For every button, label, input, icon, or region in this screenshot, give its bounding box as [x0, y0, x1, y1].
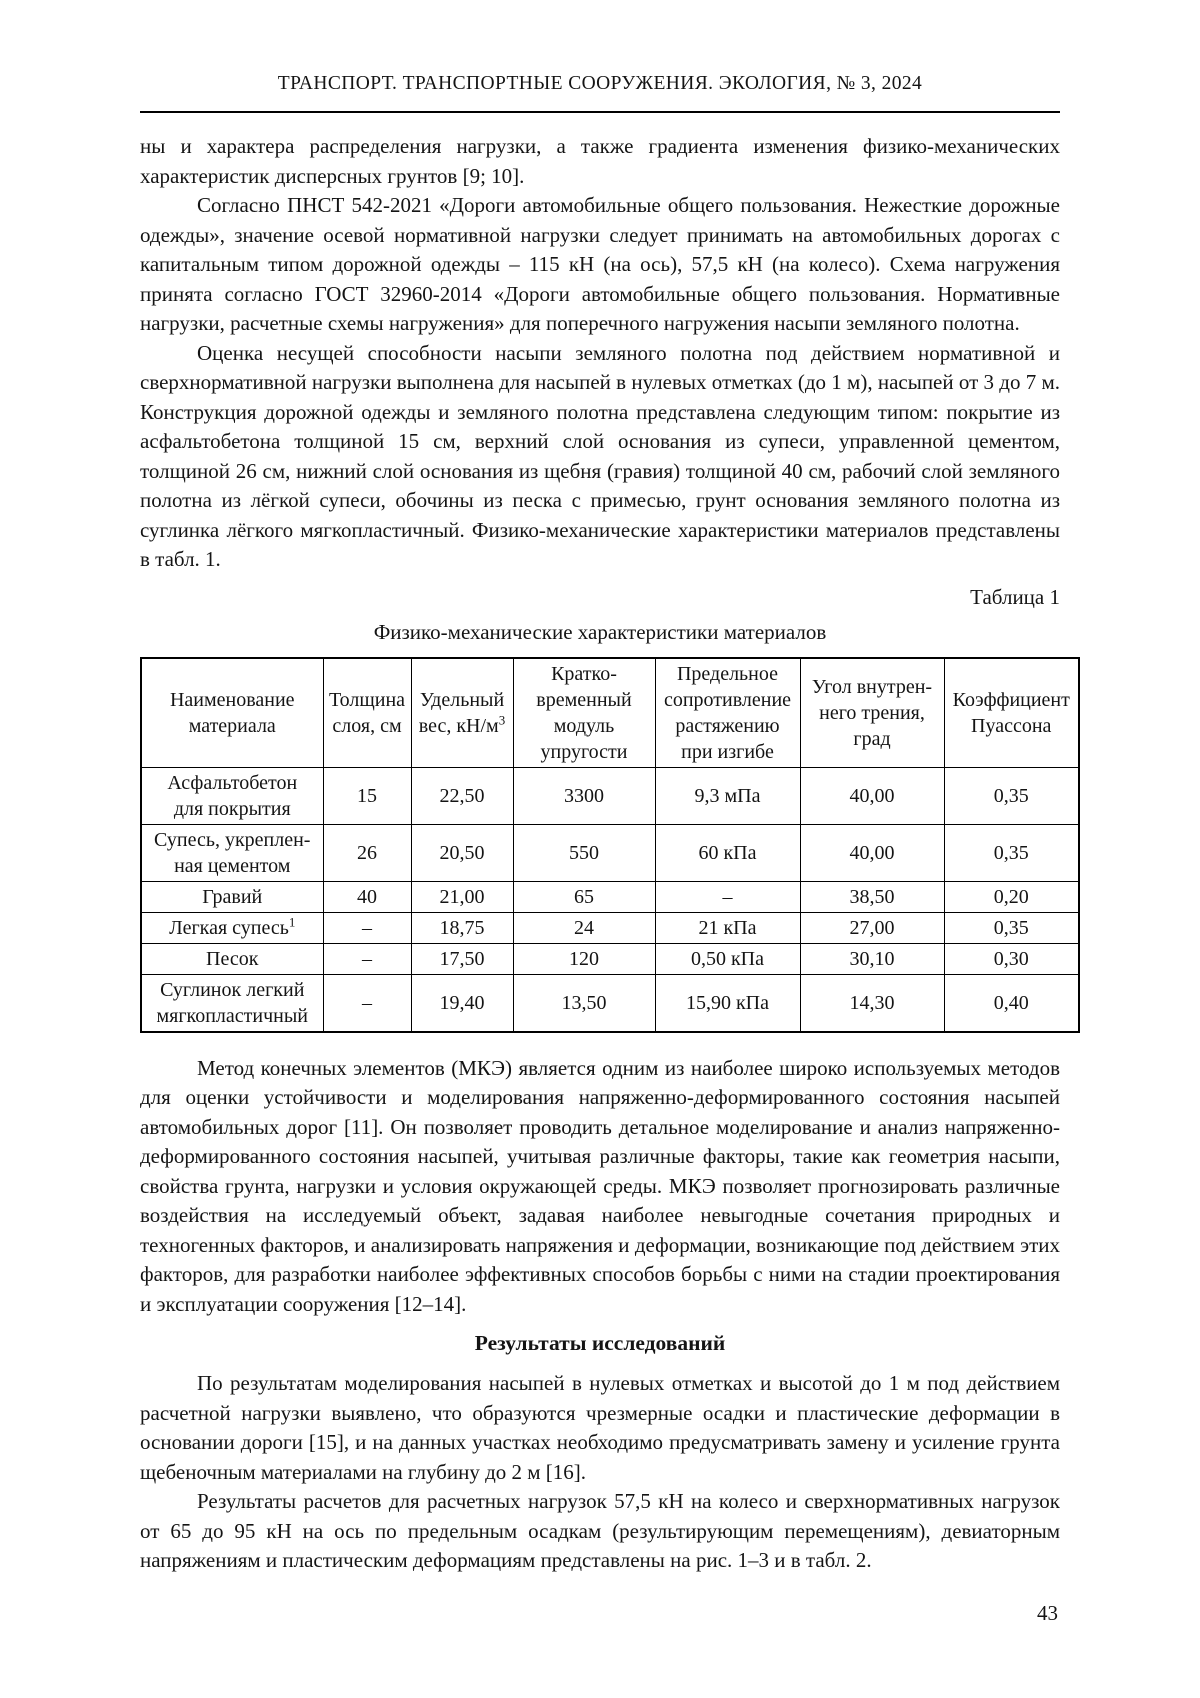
cell-poisson: 0,35: [944, 912, 1079, 943]
column-header-unit-weight: Удельный вес, $кН/м^3$: [411, 658, 513, 768]
cell-poisson: 0,40: [944, 974, 1079, 1032]
cell-poisson: 0,35: [944, 824, 1079, 881]
cell-poisson: 0,30: [944, 943, 1079, 974]
cell-unit-weight: 18,75: [411, 912, 513, 943]
cell-thickness: 15: [323, 767, 411, 824]
cell-friction: 30,10: [800, 943, 944, 974]
cell-tensile: 0,50 кПа: [655, 943, 800, 974]
cell-modulus: 3300: [513, 767, 655, 824]
cell-unit-weight: 17,50: [411, 943, 513, 974]
cell-tensile: 15,90 кПа: [655, 974, 800, 1032]
cell-friction: 40,00: [800, 824, 944, 881]
table-row-light-loam: [141, 912, 1079, 943]
page-content: [140, 72, 1070, 1576]
paragraph-fem: Метод конечных элементов (МКЭ) является одним из наиболее широко используемых методов для оценки устойчивости и моделирования напряженно-деформированного состояния насыпей автомобильных дорог [11]. Он позволяет проводить детальное моделирование и анализ напряженно-деформированного состояния насыпей, учитывая различные факторы, такие как геометрия насыпи, свойства грунта, нагрузки и условия окружающей среды. МКЭ позволяет прогнозировать различные воздействия на исследуемый объект, задавая наиболее невыгодные сочетания природных и техногенных факторов, и анализировать напряжения и деформации, возникающие под действием этих факторов, для разработки наиболее эффективных способов борьбы с ними на стадии проектирования и эксплуатации сооружения [12–14].: [140, 1055, 1060, 1316]
cell-tensile: 21 кПа: [655, 912, 800, 943]
cell-modulus: 120: [513, 943, 655, 974]
cell-tensile: 60 кПа: [655, 824, 800, 881]
body-text-after-table: [140, 1054, 1060, 1576]
cell-unit-weight: 21,00: [411, 881, 513, 912]
footnote-marker: 1: [288, 913, 296, 929]
column-header-thickness: Толщина слоя, см: [323, 658, 411, 768]
cell-thickness: –: [323, 912, 411, 943]
cell-tensile: 9,3 мПа: [655, 767, 800, 824]
cell-poisson: 0,20: [944, 881, 1079, 912]
section-heading-results: Результаты исследований: [474, 1331, 726, 1355]
cell-friction: 38,50: [800, 881, 944, 912]
table-row-clay-loam: [141, 974, 1079, 1032]
cell-material-name: Супесь, укреплен- ная цементом: [141, 824, 323, 881]
cell-thickness: 26: [323, 824, 411, 881]
cell-friction: 27,00: [800, 912, 944, 943]
paragraph-calculation-results: Результаты расчетов для расчетных нагрузок 57,5 кН на колесо и сверхнормативных нагрузок от 65 до 95 кН на ось по предельным осадкам (результирующим перемещениям), девиаторным напряжениям и пластическим деформациям представлены на рис. 1–3 и в табл. 2.: [140, 1489, 1060, 1572]
table-row-sand: [141, 943, 1079, 974]
cell-material-name: Асфальтобетон для покрытия: [141, 767, 323, 824]
cell-thickness: 40: [323, 881, 411, 912]
unit-superscript: 3: [498, 711, 506, 727]
cell-friction: 14,30: [800, 974, 944, 1032]
cell-unit-weight: 20,50: [411, 824, 513, 881]
column-header-material: Наименование материала: [141, 658, 323, 768]
cell-modulus: 24: [513, 912, 655, 943]
paragraph-bearing-capacity: Оценка несущей способности насыпи земляного полотна под действием нормативной и сверхнормативной нагрузки выполнена для насыпей в нулевых отметках (до 1 м), насыпей от 3 до 7 м. Конструкция дорожной одежды и земляного полотна представлена следующим типом: покрытие из асфальтобетона толщиной 15 см, верхний слой основания из супеси, управленной цементом, толщиной 26 см, нижний слой основания из щебня (гравия) толщиной 40 см, рабочий слой земляного полотна из лёгкой супеси, обочины из песка с примесью, грунт основания земляного полотна из суглинка лёгкого мягкопластичный. Физико-механические характеристики материалов представлены в табл. 1.: [140, 340, 1060, 571]
table-title: Физико-механические характеристики материалов: [373, 619, 827, 644]
materials-table: [140, 657, 1080, 1033]
cell-modulus: 65: [513, 881, 655, 912]
column-header-tensile-resistance: Предельное сопротивление растяжению при изгибе: [655, 658, 800, 768]
journal-header: [140, 72, 1060, 113]
cell-material-name: Легкая супесь$^1$: [141, 912, 323, 943]
paragraph-pnst: Согласно ПНСТ 542-2021 «Дороги автомобильные общего пользования. Нежесткие дорожные одежды», значение осевой нормативной нагрузки следует принимать на автомобильных дорогах с капитальным типом дорожной одежды – 115 кН (на ось), 57,5 кН (на колесо). Схема нагружения принята согласно ГОСТ 32960-2014 «Дороги автомобильные общего пользования. Нормативные нагрузки, расчетные схемы нагружения» для поперечного нагружения насыпи земляного полотна.: [140, 193, 1060, 335]
cell-thickness: –: [323, 974, 411, 1032]
column-header-poisson: Коэффициент Пуассона: [944, 658, 1079, 768]
journal-title: ТРАНСПОРТ. ТРАНСПОРТНЫЕ СООРУЖЕНИЯ. ЭКОЛОГИЯ, № 3, 2024: [277, 73, 923, 94]
cell-tensile: –: [655, 881, 800, 912]
paragraph-continuation: ны и характера распределения нагрузки, а также градиента изменения физико-механических характеристик дисперсных грунтов [9; 10].: [140, 134, 1060, 188]
cell-unit-weight: 19,40: [411, 974, 513, 1032]
cell-material-name: Гравий: [141, 881, 323, 912]
paragraph-modeling-results: По результатам моделирования насыпей в нулевых отметках и высотой до 1 м под действием расчетной нагрузки выявлено, что образуются чрезмерные осадки и пластические деформации в основании дороги [15], и на данных участках необходимо предусматривать замену и усиление грунта щебеночным материалами на глубину до 2 м [16].: [140, 1371, 1060, 1484]
cell-modulus: 550: [513, 824, 655, 881]
column-header-friction-angle: Угол внутрен- него трения, град: [800, 658, 944, 768]
table-row-cemented-loam: [141, 824, 1079, 881]
body-text: [140, 132, 1060, 575]
table-caption: Таблица 1: [970, 584, 1060, 609]
cell-poisson: 0,35: [944, 767, 1079, 824]
cell-friction: 40,00: [800, 767, 944, 824]
table-row-asphalt: [141, 767, 1079, 824]
cell-thickness: –: [323, 943, 411, 974]
cell-modulus: 13,50: [513, 974, 655, 1032]
page-number: 43: [1037, 1601, 1058, 1625]
column-header-modulus: Кратко- временный модуль упругости: [513, 658, 655, 768]
table-row-gravel: [141, 881, 1079, 912]
cell-material-name: Песок: [141, 943, 323, 974]
table-header-row: [141, 658, 1079, 768]
cell-material-name: Суглинок легкий мягкопластичный: [141, 974, 323, 1032]
cell-unit-weight: 22,50: [411, 767, 513, 824]
